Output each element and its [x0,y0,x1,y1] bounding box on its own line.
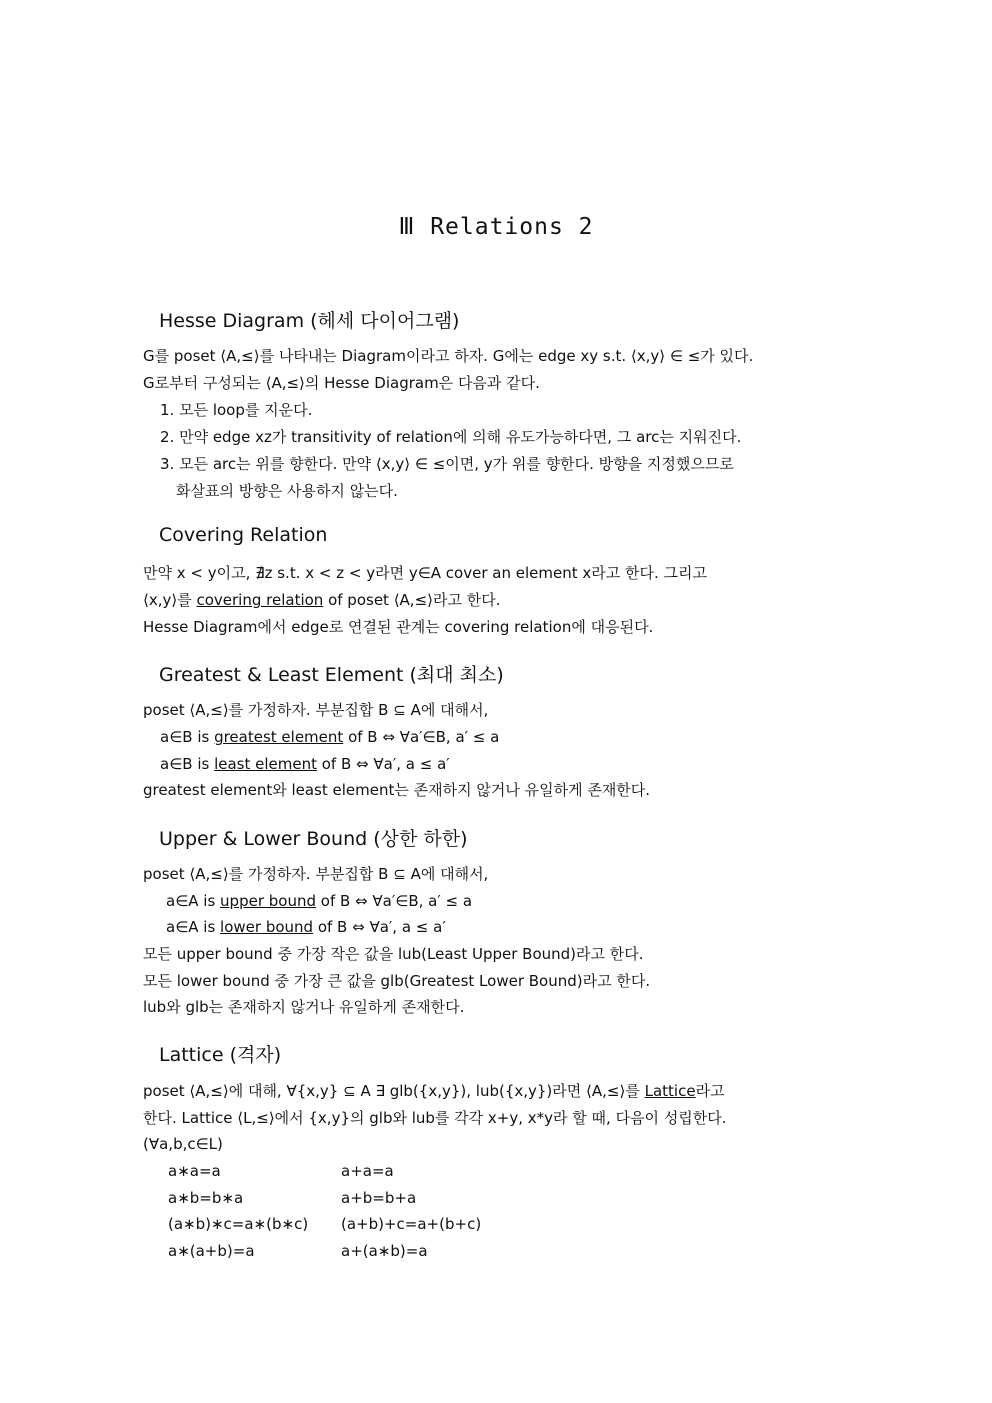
bound-line-6: lub와 glb는 존재하지 않거나 유일하게 존재한다. [143,998,465,1016]
hesse-item-1: 1. 모든 loop를 지운다. [160,401,313,419]
identity-left: a∗(a+b)=a [168,1242,255,1260]
section-heading-covering: Covering Relation [159,524,328,546]
greatest-element-term: greatest element [214,728,344,746]
covering-relation-term: covering relation [196,591,324,609]
section-heading-hesse: Hesse Diagram (헤세 다이어그램) [159,310,460,332]
greatest-def-post: of B ⇔ ∀a′∈B, a′ ≤ a [343,728,500,746]
identity-right: a+a=a [341,1162,394,1180]
identity-left: (a∗b)∗c=a∗(b∗c) [168,1215,309,1233]
identity-right: (a+b)+c=a+(b+c) [341,1215,482,1233]
lower-bound-def-post: of B ⇔ ∀a′, a ≤ a′ [313,918,446,936]
section-heading-lattice: Lattice (격자) [159,1044,282,1066]
bound-line-4: 모든 upper bound 중 가장 작은 값을 lub(Least Upper Bound)라고 한다. [143,945,644,963]
upper-bound-def-post: of B ⇔ ∀a′∈B, a′ ≤ a [316,892,473,910]
lower-bound-def-pre: a∈A is [166,918,221,936]
identity-right: a+b=b+a [341,1189,417,1207]
bound-line-1: poset ⟨A,≤⟩를 가정하자. 부분집합 B ⊆ A에 대해서, [143,865,489,883]
upper-bound-term: upper bound [220,892,316,910]
greatest-line-1: poset ⟨A,≤⟩를 가정하자. 부분집합 B ⊆ A에 대해서, [143,701,489,719]
least-def-post: of B ⇔ ∀a′, a ≤ a′ [316,755,450,773]
bound-line-5: 모든 lower bound 중 가장 큰 값을 glb(Greatest Lower Bound)라고 한다. [143,972,651,990]
lower-bound-def [166,917,446,937]
lattice-line-1 [143,1081,725,1101]
identity-left: a∗a=a [168,1162,221,1180]
covering-line-2-post: of poset ⟨A,≤⟩라고 한다. [323,591,501,609]
lattice-line-2: 한다. Lattice ⟨L,≤⟩에서 {x,y}의 glb와 lub를 각각 x+y, x*y라 할 때, 다음이 성립한다. [143,1109,727,1127]
greatest-def [160,727,499,747]
lattice-line-1-post: 라고 [695,1082,725,1100]
section-heading-greatest: Greatest & Least Element (최대 최소) [159,664,504,686]
section-heading-bound: Upper & Lower Bound (상한 하한) [159,828,468,850]
covering-line-2 [143,590,501,610]
lower-bound-term: lower bound [220,918,314,936]
greatest-def-pre: a∈B is [160,728,215,746]
identity-left: a∗b=b∗a [168,1189,244,1207]
greatest-line-4: greatest element와 least element는 존재하지 않거나 유일하게 존재한다. [143,781,651,799]
covering-line-3: Hesse Diagram에서 edge로 연결된 관계는 covering relation에 대응된다. [143,618,654,636]
least-def [160,754,450,774]
lattice-line-1-pre: poset ⟨A,≤⟩에 대해, ∀{x,y} ⊆ A ∃ glb({x,y}), lub({x,y})라면 ⟨A,≤⟩를 [143,1082,645,1100]
hesse-line-1: G를 poset ⟨A,≤⟩를 나타내는 Diagram이라고 하자. G에는 edge xy s.t. ⟨x,y⟩ ∈ ≤가 있다. [143,347,754,365]
lattice-term: Lattice [644,1082,696,1100]
upper-bound-def-pre: a∈A is [166,892,221,910]
least-def-pre: a∈B is [160,755,215,773]
page-title: Ⅲ Relations 2 [398,214,594,240]
hesse-item-3b: 화살표의 방향은 사용하지 않는다. [176,482,398,500]
least-element-term: least element [214,755,317,773]
hesse-line-2: G로부터 구성되는 ⟨A,≤⟩의 Hesse Diagram은 다음과 같다. [143,374,540,392]
covering-line-2-pre: ⟨x,y⟩를 [143,591,197,609]
upper-bound-def [166,891,472,911]
hesse-item-3a: 3. 모든 arc는 위를 향한다. 만약 ⟨x,y⟩ ∈ ≤이면, y가 위를 향한다. 방향을 지정했으므로 [160,455,734,473]
identity-right: a+(a∗b)=a [341,1242,428,1260]
hesse-item-2: 2. 만약 edge xz가 transitivity of relation에 의해 유도가능하다면, 그 arc는 지워진다. [160,428,742,446]
covering-line-1: 만약 x < y이고, ∄z s.t. x < z < y라면 y∈A cover an element x라고 한다. 그리고 [143,564,707,582]
lattice-line-3: (∀a,b,c∈L) [143,1135,223,1153]
